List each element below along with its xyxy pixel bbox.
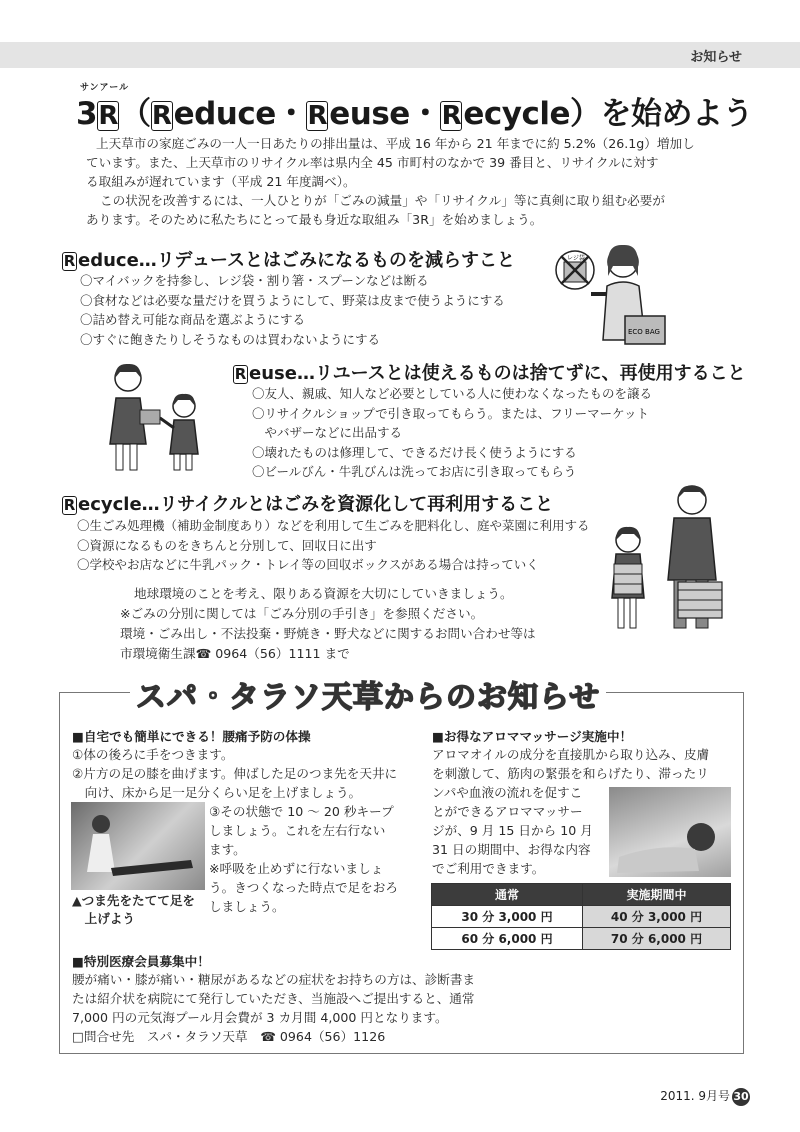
photo-caption-1: ▲つま先をたてて足を — [72, 893, 196, 908]
list-item: 〇マイバックを持参し、レジ袋・割り箸・スプーンなどは断る — [80, 273, 429, 288]
list-item: 〇資源になるものをきちんと分別して、回収日に出す — [77, 537, 377, 553]
list-item: 〇リサイクルショップで引き取ってもらう。または、フリーマーケット — [252, 405, 649, 421]
table-cell: 60 分 6,000 円 — [432, 928, 583, 950]
reuse-heading: R euse…リユースとは使えるものは捨てずに、再使用すること — [234, 363, 746, 384]
list-item: 〇学校やお店などに牛乳パック・トレイ等の回収ボックスがある場合は持っていく — [77, 557, 539, 572]
aroma-line-1: アロマオイルの成分を直接肌から取り込み、皮膚 — [432, 747, 710, 762]
recycle-heading: R ecycle…リサイクルとはごみを資源化して再利用すること — [63, 494, 554, 515]
r-letter-badge: R — [234, 365, 247, 383]
member-line-3: 7,000 円の元気海プール月会費が 3 カ月間 4,000 円となります。 — [72, 1010, 448, 1025]
table-cell: 70 分 6,000 円 — [583, 928, 731, 950]
table-row — [432, 928, 731, 950]
reduce-list — [80, 271, 505, 349]
exercise-step-line-3: ます。 — [209, 842, 246, 857]
price-table — [431, 883, 731, 950]
exercise-step-line-2: しましょう。これを左右行ない — [209, 823, 386, 838]
closing-line-1: 地球環境のことを考え、限りある資源を大切にしていきましょう。 — [134, 586, 513, 601]
intro-line-1: 上天草市の家庭ごみの一人一日あたりの排出量は、平成 16 年から 21 年までに約 5.2%（26.1g）増加し — [96, 136, 695, 151]
page-title: 3R（Reduce・Reuse・Recycle）を始めよう — [76, 96, 753, 132]
section-tag: お知らせ — [690, 50, 742, 65]
member-heading: ■特別医療会員募集中！ — [72, 954, 210, 969]
closing-line-2: ※ごみの分別に関しては「ごみ分別の手引き」を参照ください。 — [120, 606, 484, 621]
list-item: 〇ビールびん・牛乳びんは洗ってお店に引き取ってもらう — [252, 464, 577, 479]
title-ruby: サンアール — [80, 83, 130, 93]
massage-photo — [609, 787, 731, 877]
no-bag-label: レジ袋 — [567, 255, 585, 262]
aroma-line-5: ジが、9 月 15 日から 10 月 — [432, 823, 593, 838]
table-cell: 30 分 3,000 円 — [432, 906, 583, 928]
table-row — [432, 884, 731, 906]
recycle-list — [77, 516, 590, 575]
closing-line-4: 市環境衛生課☎ 0964（56）1111 まで — [120, 646, 350, 661]
aroma-heading: ■お得なアロママッサージ実施中！ — [432, 729, 633, 744]
closing-line-3: 環境・ごみ出し・不法投棄・野焼き・野犬などに関するお問い合わせ等は — [120, 626, 536, 641]
recycling-family-illustration — [602, 482, 732, 634]
exercise-step-line-1: ③その状態で 10 ～ 20 秒キープ — [209, 804, 394, 819]
list-item: やバザーなどに出品する — [252, 425, 403, 440]
photo-caption-2: 上げよう — [72, 911, 135, 926]
table-header: 通常 — [432, 884, 583, 906]
massage-photo-figure — [609, 787, 731, 877]
member-contact: □問合せ先 スパ・タラソ天草 ☎ 0964（56）1126 — [72, 1029, 386, 1044]
member-line-2: たは紹介状を病院にて発行していただき、当施設へご提出すると、通常 — [72, 991, 475, 1006]
aroma-line-7: でご利用できます。 — [432, 861, 545, 876]
header-bar — [0, 42, 800, 68]
member-line-1: 腰が痛い・膝が痛い・糖尿があるなどの症状をお持ちの方は、診断書ま — [72, 972, 475, 987]
r-letter-badge: R — [63, 496, 76, 514]
eco-bag-woman-illustration — [555, 236, 675, 346]
aroma-line-6: 31 日の期間中、お得な内容 — [432, 842, 591, 857]
reuse-list — [252, 384, 652, 482]
exercise-line-1: ①体の後ろに手をつきます。 — [72, 747, 234, 762]
intro-line-3: る取組みが遅れています（平成 21 年度調べ）。 — [86, 174, 356, 189]
intro-line-4: この状況を改善するには、一人ひとりが「ごみの減量」や「リサイクル」等に真剣に取り組む必要が — [100, 193, 665, 208]
exercise-step-line-4: ※呼吸を止めずに行ないましょ — [209, 861, 384, 876]
table-cell: 40 分 3,000 円 — [583, 906, 731, 928]
list-item: 〇詰め替え可能な商品を選ぶようにする — [80, 312, 306, 327]
table-header: 実施期間中 — [583, 884, 731, 906]
list-item: 〇生ごみ処理機（補助金制度あり）などを利用して生ごみを肥料化し、庭や菜園に利用する — [77, 518, 590, 533]
issue-label: 2011. 9月号 — [660, 1089, 730, 1103]
exercise-photo-figure — [71, 802, 205, 890]
intro-line-5: あります。そのために私たちにとって最も身近な取組み「3R」を始めましょう。 — [86, 212, 543, 227]
exercise-heading: ■自宅でも簡単にできる！腰痛予防の体操 — [72, 729, 311, 744]
eco-bag-label: ECO BAG — [628, 328, 660, 336]
aroma-line-2: を刺激して、筋肉の緊張を和らげたり、滞ったリ — [432, 766, 709, 781]
list-item: 〇食材などは必要な量だけを買うようにして、野菜は皮まで使うようにする — [80, 292, 505, 308]
r-letter-badge: R — [63, 252, 76, 270]
reduce-heading: R educe…リデュースとはごみになるものを減らすこと — [63, 250, 515, 271]
aroma-line-3: ンパや血液の流れを促すこ — [432, 785, 583, 800]
list-item: 〇壊れたものは修理して、できるだけ長く使うようにする — [252, 444, 577, 460]
issue-footer — [660, 1087, 750, 1106]
list-item: 〇すぐに飽きたりしそうなものは買わないようにする — [80, 331, 381, 347]
table-row — [432, 906, 731, 928]
page-number: 30 — [732, 1088, 750, 1106]
exercise-line-2: ②片方の足の膝を曲げます。伸ばした足のつま先を天井に — [72, 766, 398, 781]
intro-line-2: ています。また、上天草市のリサイクル率は県内全 45 市町村のなかで 39 番目と、リサイクルに対す — [86, 155, 659, 170]
spa-title: スパ・タラソ天草からのお知らせ — [130, 672, 606, 716]
aroma-line-4: とができるアロママッサー — [432, 804, 583, 819]
exercise-line-3: 向け、床から足一足分くらい足を上げましょう。 — [72, 785, 362, 800]
list-item: 〇友人、親戚、知人など必要としている人に使わなくなったものを譲る — [252, 386, 653, 401]
exercise-step-line-6: しましょう。 — [209, 899, 285, 914]
exercise-photo — [71, 802, 205, 890]
exercise-step-line-5: う。きつくなった時点で足をおろ — [209, 880, 398, 895]
children-sharing-illustration — [100, 358, 220, 478]
